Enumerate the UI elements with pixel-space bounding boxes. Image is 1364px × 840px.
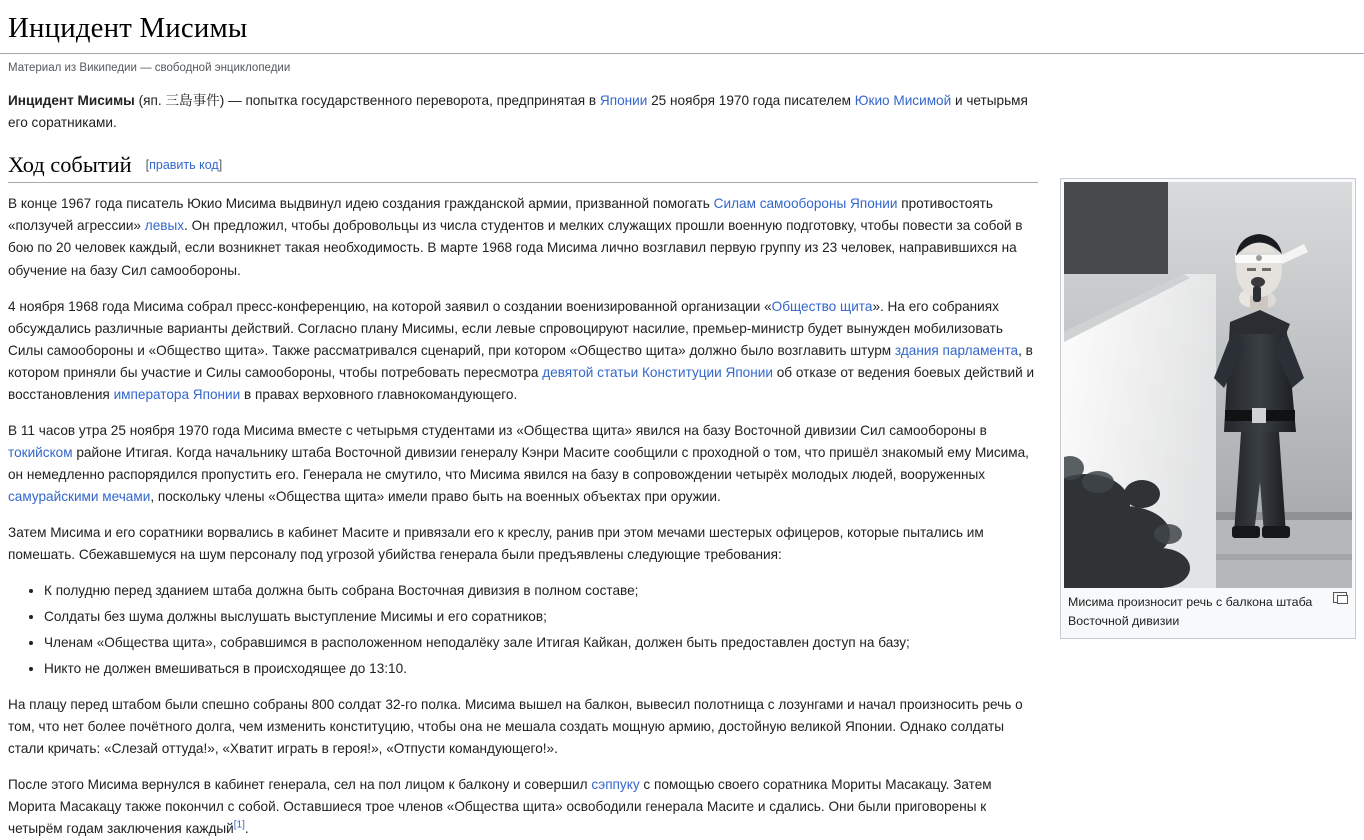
p6-text-1: После этого Мисима вернулся в кабинет генерала, сел на пол лицом к балкону и совершил — [8, 776, 592, 792]
thumbnail-caption — [1064, 588, 1352, 634]
paragraph-1 — [8, 193, 1038, 281]
lead-text-3: 25 ноября 1970 года писателем — [647, 93, 855, 109]
paragraph-3 — [8, 420, 1038, 508]
magnify-icon[interactable] — [1333, 592, 1348, 603]
link-parliament-building[interactable]: здания парламента — [894, 342, 1019, 358]
article-body — [0, 90, 1364, 839]
article-page — [0, 10, 1364, 840]
p2-text-3: , в котором приняли бы участие и Силы самообороны, чтобы потребовать пересмотра — [8, 342, 1033, 380]
p3-text-1: В 11 часов утра 25 ноября 1970 года Мисима вместе с четырьмя студентами из «Общества щита» явился на базу Восточной дивизии Сил самообороны в — [8, 422, 987, 438]
paragraph-2 — [8, 296, 1038, 406]
lead-text-1: (яп. — [134, 93, 166, 109]
page-title: Инцидент Мисимы — [8, 12, 248, 44]
paragraph-4: Затем Мисима и его соратники ворвались в кабинет Масите и привязали его к креслу, ранив при этом мечами шестерых офицеров, которые пытались им помешать. Сбежавшемуся на шум персоналу под угрозой убийства генерала были предъявлены следующие требования: — [8, 524, 984, 562]
link-japan[interactable]: Японии — [599, 93, 648, 109]
link-seppuku[interactable]: сэппуку — [591, 776, 640, 792]
text-column — [8, 90, 1038, 839]
thumbnail-image[interactable] — [1064, 182, 1352, 588]
link-article-nine[interactable]: девятой статьи Конституции Японии — [542, 364, 773, 380]
list-item: • Членам «Общества щита», собравшимся в расположенном неподалёку зале Итигая Кайкан, должен быть предоставлен доступ на базу; — [44, 632, 1038, 654]
p1-text-2: противостоять «ползучей агрессии» — [8, 196, 993, 234]
lead-paragraph — [8, 90, 1038, 134]
reference-link[interactable]: [1] — [233, 819, 245, 831]
p2-text-2: ». На его собраниях обсуждались различные варианты действий. Согласно плану Мисимы, если левые спровоцируют насилие, премьер-министр будет вынужден мобилизовать Силы самообороны и «Общество щита». Также рассматривался сценарий, при котором «Общество щита» должно было возглавить штурм — [8, 298, 1003, 358]
p1-text-3: . Он предложил, чтобы добровольцы из числа студентов и мелких служащих прошли военную подготовку, чтобы повести за собой в бою по 20 человек каждый, если возникнет такая необходимость. В марте 1968 года Мисима лично возглавил первую группу из 23 человек, направившихся на обучение на базу Сил самообороны. — [8, 218, 1023, 278]
link-jsdf[interactable]: Силам самообороны Японии — [713, 196, 898, 212]
paragraph-5: На плацу перед штабом были спешно собраны 800 солдат 32-го полка. Мисима вышел на балкон, вывесил полотнища с лозунгами и начал произносить речь о том, что нет более почётного долга, чем изменить конституцию, чтобы она не мешала создать мощную армию, достойную великой Японии. Однако солдаты стали кричать: «Слезай оттуда!», «Хватит играть в героя!», «Отпусти командующего!». — [8, 696, 1023, 756]
p6-text-3: . — [244, 820, 249, 836]
p6-text-2: с помощью своего соратника Мориты Масакацу. Затем Морита Масакацу также покончил с собой. Оставшиеся трое членов «Общества щита» освободили генерала Масите и сдались. Они были приговорены к четырём годам заключения каждый — [8, 776, 992, 836]
lead-text-4: и четырьмя его соратниками. — [8, 93, 1028, 131]
lead-text-2: ) — попытка государственного переворота, предпринятая в — [219, 93, 600, 109]
p2-text-1: 4 ноября 1968 года Мисима собрал пресс-конференцию, на которой заявил о создании военизированной организации « — [8, 298, 772, 314]
site-subtitle: Материал из Википедии — свободной энциклопедии — [0, 53, 1364, 74]
link-leftists[interactable]: левых — [144, 218, 185, 234]
editsection-bracket-open: [ — [145, 158, 150, 173]
lead-japanese: 三島事件 — [165, 93, 220, 109]
p2-text-5: в правах верховного главнокомандующего. — [240, 386, 518, 402]
section-heading-course-of-events — [8, 152, 1038, 183]
link-yukio-mishima[interactable]: Юкио Мисимой — [854, 93, 952, 109]
editsection — [146, 158, 223, 172]
p3-text-2: районе Итигая. Когда начальнику штаба Восточной дивизии генералу Кэнри Масите сообщили с проходной о том, что пришёл знакомый ему Мисима, он немедленно распорядился пропустить его. Генерала не смутило, что Мисима явился на базу в сопровождении четырёх молодых людей, вооруженных — [8, 444, 1029, 482]
link-tokyo[interactable]: токийском — [8, 444, 73, 460]
reference-marker[interactable] — [234, 819, 245, 830]
list-item: • Никто не должен вмешиваться в происходящее до 13:10. — [44, 658, 1038, 680]
p2-text-4: об отказе от ведения боевых действий и восстановления — [8, 364, 1035, 402]
demands-list — [8, 580, 1038, 680]
thumbnail-figure — [1060, 178, 1356, 638]
section-heading-text: Ход событий — [8, 152, 132, 178]
p3-text-3: , поскольку члены «Общества щита» имели право быть на военных объектах при оружии. — [150, 488, 721, 504]
editsection-bracket-close: ] — [218, 158, 223, 173]
link-emperor-of-japan[interactable]: императора Японии — [113, 386, 241, 402]
link-shield-society[interactable]: Общество щита — [771, 298, 873, 314]
link-samurai-swords[interactable]: самурайскими мечами — [8, 488, 151, 504]
edit-source-link[interactable]: править код — [149, 158, 219, 173]
p1-text-1: В конце 1967 года писатель Юкио Мисима выдвинул идею создания гражданской армии, призванной помогать — [8, 196, 714, 212]
list-item: • К полудню перед зданием штаба должна быть собрана Восточная дивизия в полном составе; — [44, 580, 1038, 602]
paragraph-6 — [8, 774, 1038, 840]
lead-bold-term: Инцидент Мисимы — [8, 93, 135, 109]
thumbnail-caption-text: Мисима произносит речь с балкона штаба Восточной дивизии — [1068, 595, 1313, 629]
list-item: • Солдаты без шума должны выслушать выступление Мисимы и его соратников; — [44, 606, 1038, 628]
